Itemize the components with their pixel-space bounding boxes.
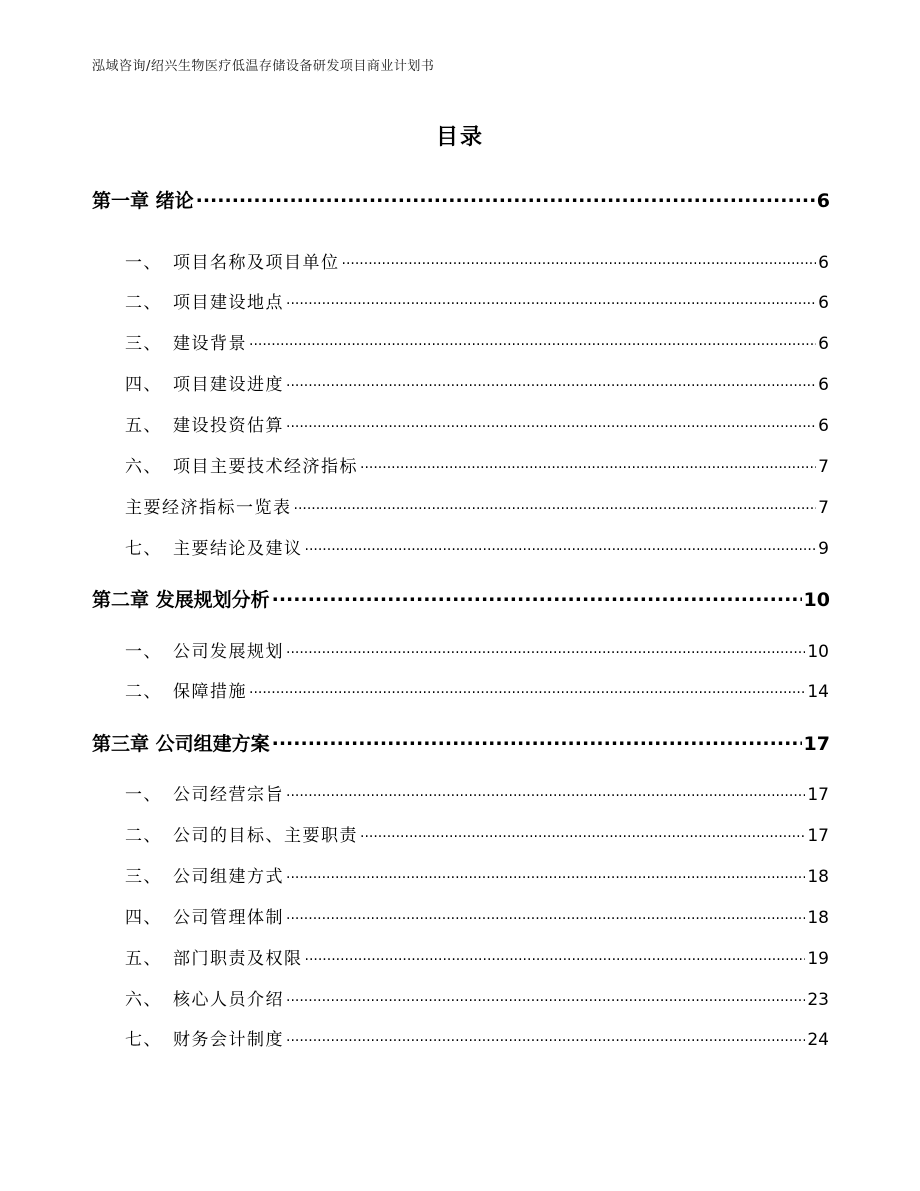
toc-page-number: 17	[807, 826, 829, 846]
toc-section[interactable]	[125, 370, 829, 395]
toc-section[interactable]	[125, 821, 829, 846]
dot-leader	[249, 680, 805, 697]
toc-page-number: 10	[807, 642, 829, 662]
toc-entry-number: 七、	[125, 539, 162, 559]
toc-section[interactable]	[125, 329, 829, 354]
toc-entry-number: 五、	[125, 416, 162, 436]
toc-entry-number: 六、	[125, 990, 162, 1010]
dot-leader	[249, 332, 816, 349]
toc-entry-label: 项目主要技术经济指标	[173, 457, 358, 477]
dot-leader	[286, 1028, 805, 1045]
toc-entry-label: 建设背景	[173, 334, 247, 354]
toc-entry-label: 保障措施	[173, 682, 247, 702]
toc-entry-label: 公司发展规划	[173, 642, 284, 662]
toc-entry-label: 部门职责及权限	[173, 949, 303, 969]
toc-entry-number: 二、	[125, 682, 162, 702]
toc-page-number: 6	[818, 293, 829, 313]
dot-leader	[286, 640, 805, 657]
toc-section[interactable]	[125, 903, 829, 928]
toc-page-number: 24	[807, 1030, 829, 1050]
toc-section[interactable]	[125, 534, 829, 559]
toc-section[interactable]	[125, 637, 829, 662]
toc-section[interactable]	[125, 452, 829, 477]
toc-entry-number: 七、	[125, 1030, 162, 1050]
toc-entry-number: 一、	[125, 642, 162, 662]
toc-entry-number: 六、	[125, 457, 162, 477]
toc-entry-label: 核心人员介绍	[173, 990, 284, 1010]
toc-page-number: 9	[818, 539, 829, 559]
toc-section[interactable]	[125, 985, 829, 1010]
dot-leader	[286, 373, 816, 390]
toc-page-number: 14	[807, 682, 829, 702]
dot-leader	[294, 496, 817, 513]
toc-page-number: 10	[803, 589, 830, 611]
toc-entry-label: 财务会计制度	[173, 1030, 284, 1050]
toc-page-number: 6	[818, 375, 829, 395]
toc-section[interactable]	[125, 677, 829, 702]
toc-page-number: 17	[807, 785, 829, 805]
dot-leader	[286, 783, 805, 800]
toc-entry-number: 一、	[125, 785, 162, 805]
toc-entry-label: 项目建设进度	[173, 375, 284, 395]
toc-entry-number: 三、	[125, 334, 162, 354]
toc-section[interactable]	[125, 411, 829, 436]
toc-entry-label: 公司组建方式	[173, 867, 284, 887]
toc-entry-number: 四、	[125, 908, 162, 928]
toc-section[interactable]	[125, 248, 829, 273]
toc-entry-number: 四、	[125, 375, 162, 395]
toc-section[interactable]	[125, 862, 829, 887]
dot-leader	[286, 291, 816, 308]
toc-chapter[interactable]	[92, 729, 830, 756]
dot-leader	[286, 988, 805, 1005]
dot-leader	[286, 906, 805, 923]
toc-entry-number: 二、	[125, 826, 162, 846]
toc-entry-label: 项目建设地点	[173, 293, 284, 313]
toc-page-number: 6	[818, 334, 829, 354]
toc-section[interactable]	[125, 493, 829, 518]
dot-leader	[286, 414, 816, 431]
dot-leader	[305, 537, 817, 554]
dot-leader	[272, 731, 802, 750]
toc-chapter[interactable]	[92, 585, 830, 612]
toc-page-number: 6	[818, 253, 829, 273]
toc-chapter[interactable]	[92, 186, 830, 213]
toc-entry-label: 第一章 绪论	[92, 190, 194, 212]
toc-section[interactable]	[125, 288, 829, 313]
toc-entry-number: 一、	[125, 253, 162, 273]
toc-entry-label: 第二章 发展规划分析	[92, 589, 270, 611]
toc-section[interactable]	[125, 944, 829, 969]
toc-entry-label: 公司的目标、主要职责	[173, 826, 358, 846]
dot-leader	[342, 251, 817, 268]
toc-entry-label: 主要结论及建议	[173, 539, 303, 559]
toc-page-number: 19	[807, 949, 829, 969]
toc-page-number: 23	[807, 990, 829, 1010]
toc-entry-label: 公司经营宗旨	[173, 785, 284, 805]
toc-page-number: 18	[807, 867, 829, 887]
toc-page-number: 18	[807, 908, 829, 928]
toc-page-number: 7	[818, 457, 829, 477]
toc-page-number: 6	[818, 416, 829, 436]
toc-section[interactable]	[125, 780, 829, 805]
toc-entry-label: 公司管理体制	[173, 908, 284, 928]
toc-section[interactable]	[125, 1025, 829, 1050]
toc-entry-number: 三、	[125, 867, 162, 887]
toc-entry-number: 五、	[125, 949, 162, 969]
dot-leader	[305, 947, 806, 964]
dot-leader	[272, 587, 802, 606]
dot-leader	[196, 188, 815, 207]
toc-page-number: 6	[816, 190, 830, 212]
toc-entry-number: 二、	[125, 293, 162, 313]
toc-page-number: 17	[803, 733, 830, 755]
toc-entry-label: 主要经济指标一览表	[125, 498, 292, 518]
toc-page-number: 7	[818, 498, 829, 518]
toc-entry-label: 第三章 公司组建方案	[92, 733, 270, 755]
dot-leader	[360, 455, 816, 472]
toc-entry-label: 建设投资估算	[173, 416, 284, 436]
toc-title: 目录	[435, 125, 484, 150]
dot-leader	[360, 824, 805, 841]
dot-leader	[286, 865, 805, 882]
page-header: 泓域咨询/绍兴生物医疗低温存储设备研发项目商业计划书	[92, 59, 435, 74]
toc-entry-label: 项目名称及项目单位	[173, 253, 340, 273]
